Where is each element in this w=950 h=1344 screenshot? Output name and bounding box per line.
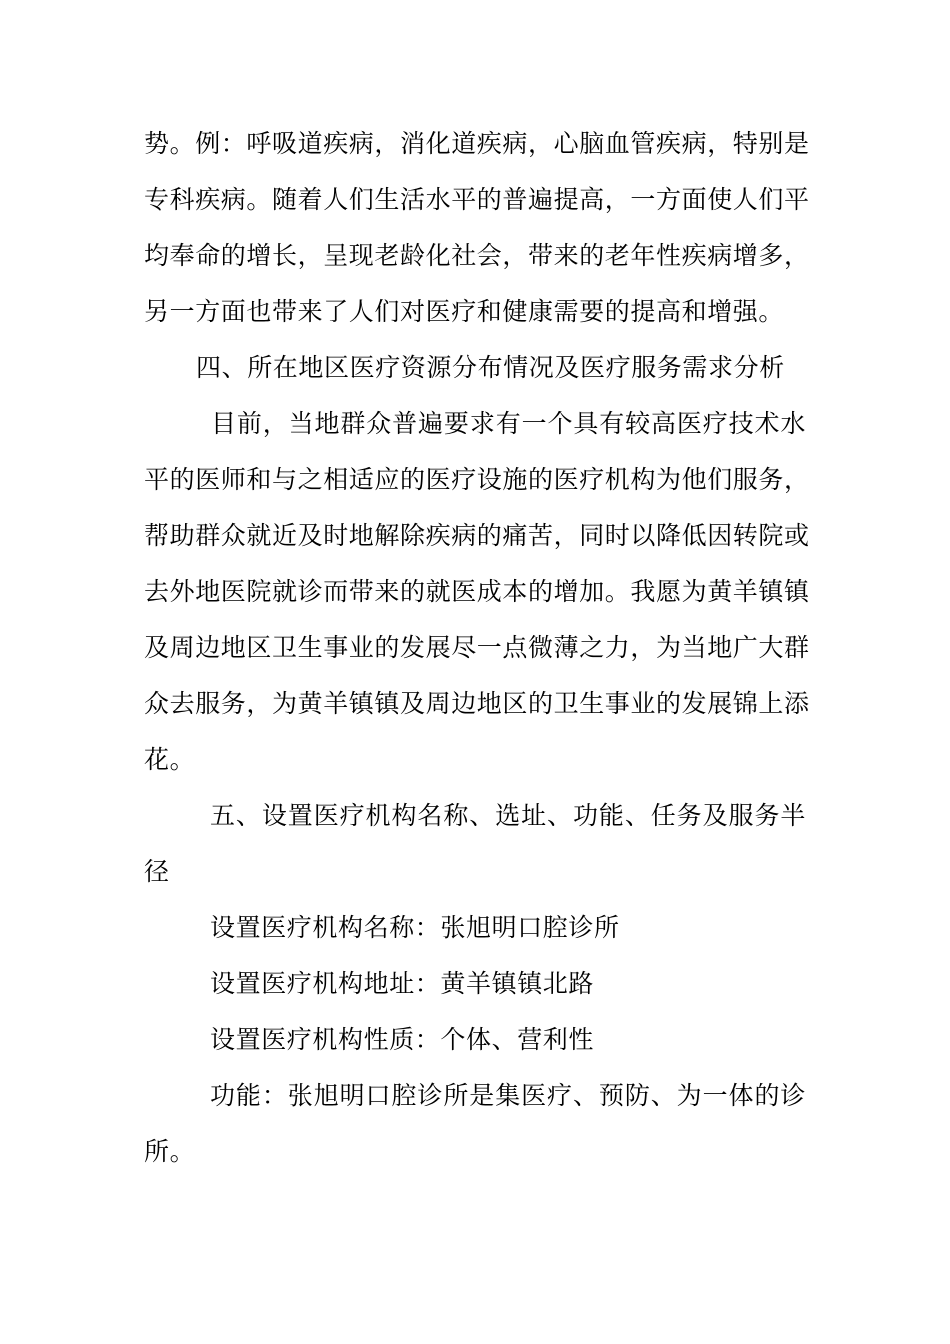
body-text-line: 平的医师和与之相适应的医疗设施的医疗机构为他们服务， <box>144 465 810 494</box>
body-text-line: 及周边地区卫生事业的发展尽一点微薄之力，为当地广大群 <box>144 633 810 662</box>
info-item: 设置医疗机构名称：张旭明口腔诊所 <box>210 913 620 942</box>
body-text-line: 功能：张旭明口腔诊所是集医疗、预防、为一体的诊 <box>210 1081 806 1110</box>
body-text-line: 势。例：呼吸道疾病，消化道疾病，心脑血管疾病，特别是 <box>144 129 810 158</box>
body-text-line: 目前，当地群众普遍要求有一个具有较高医疗技术水 <box>211 409 806 438</box>
body-text-line: 花。 <box>144 745 196 774</box>
info-item: 设置医疗机构性质：个体、营利性 <box>210 1025 595 1054</box>
body-text-line: 众去服务，为黄羊镇镇及周边地区的卫生事业的发展锦上添 <box>144 689 810 718</box>
section-heading: 径 <box>144 857 170 886</box>
body-text-line: 去外地医院就诊而带来的就医成本的增加。我愿为黄羊镇镇 <box>144 577 810 606</box>
section-heading: 五、设置医疗机构名称、选址、功能、任务及服务半 <box>210 801 806 830</box>
section-heading: 四、所在地区医疗资源分布情况及医疗服务需求分析 <box>196 353 785 382</box>
body-text-line: 均奉命的增长，呈现老龄化社会，带来的老年性疾病增多， <box>144 241 810 270</box>
body-text-line: 所。 <box>144 1137 196 1166</box>
info-item: 设置医疗机构地址：黄羊镇镇北路 <box>210 969 595 998</box>
body-text-line: 另一方面也带来了人们对医疗和健康需要的提高和增强。 <box>144 297 785 326</box>
body-text-line: 专科疾病。随着人们生活水平的普遍提高，一方面使人们平 <box>144 185 810 214</box>
body-text-line: 帮助群众就近及时地解除疾病的痛苦，同时以降低因转院或 <box>144 521 810 550</box>
